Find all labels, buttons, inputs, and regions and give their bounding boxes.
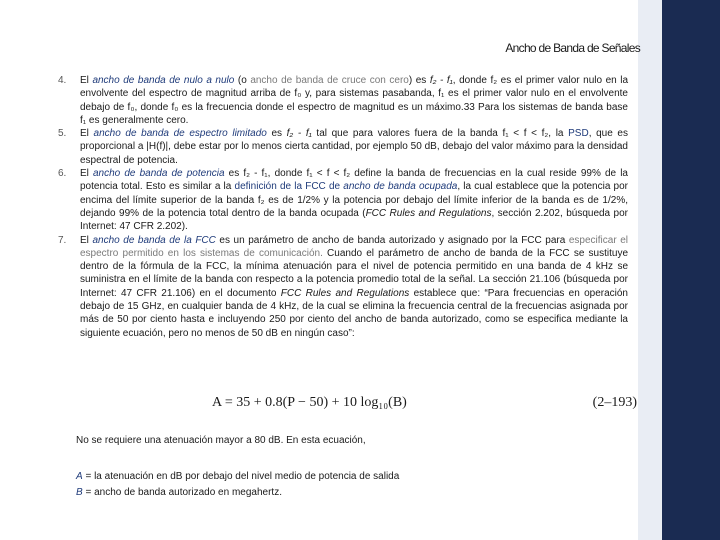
term: ancho de banda de potencia	[93, 168, 225, 180]
list-item-4	[58, 74, 628, 127]
list-item-6	[58, 167, 628, 233]
item-text: El ancho de banda de nulo a nulo (o ancho de banda de cruce con cero) es f₂ - f₁, donde f₂ es el primer valor nulo en la envolvente del espectro de magnitud arriba de f₀ y, para sistemas pasabanda, f₁ es el primer valor nulo en el envolvente debajo de f₀, donde f₀ es la frecuencia donde el espectro de magnitud es un máximo.33 Para los sistemas de banda base f₁ es generalmente cero.	[80, 75, 629, 126]
psd-term: PSD	[568, 128, 589, 140]
note-attenuation-limit: No se requiere una atenuación mayor a 80 dB. En esta ecuación,	[76, 435, 366, 446]
term: ancho de banda de nulo a nulo	[92, 75, 235, 86]
term-occupied: ancho de banda ocupada	[343, 181, 458, 193]
reference: FCC Rules and Regulations	[365, 207, 492, 219]
item-number: 4.	[58, 75, 67, 86]
grey-phrase: especificar el espectro permitido en los sistemas de comunicación.	[80, 234, 629, 259]
slide-title: Ancho de Banda de Señales	[505, 41, 640, 55]
term: ancho de banda de espectro limitado	[93, 128, 267, 140]
item-number: 7.	[58, 234, 67, 246]
reference: FCC Rules and Regulations	[280, 287, 410, 299]
list-item-5	[58, 127, 628, 167]
term-alias: ancho de banda de cruce con cero	[250, 75, 409, 86]
formula	[212, 393, 637, 415]
item-text: El ancho de banda de la FCC es un parámetro de ancho de banda autorizado y asignado por la FCC para especificar el espectro permitido en los sistemas de comunicación. Cuando el parámetro de ancho de banda de la FCC se sustituye dentro de la fórmula de la FCC, la mínima atenuación para el nivel de potencia permitido en una banda de 4 kHz se suministra en el límite de la banda con respecto a la potencia promedio total de la señal. La sección 21.106 (búsqueda por Internet: 47 CFR 21.106) en el documento FCC Rules and Regulations establece que: “Para frecuencias en operación debajo de 15 GHz, en cualquier banda de 4 kHz, de la cual se elimina la frecuencia central de la frecuencias asignada por más de 50 por ciento hasta e incluyendo 250 por ciento del ancho de banda autorizado, como se especifica mediante la siguiente ecuación, pero no menos de 50 dB en ningún caso”:	[80, 234, 629, 339]
formula-number: (2–193)	[592, 395, 637, 410]
fcc-definition: definición de la FCC de	[234, 181, 341, 193]
note-b-definition: B = ancho de banda autorizado en megahertz.	[76, 487, 282, 498]
formula-equation: A = 35 + 0.8(P − 50) + 10 log₁₀(B)	[212, 395, 407, 410]
item-number: 6.	[58, 168, 67, 180]
item-text: El ancho de banda de potencia es f₂ - f₁, donde f₁ < f < f₂ define la banda de frecuencias en la cual reside 99% de la potencia total. Esto es similar a la definición de la FCC de ancho de banda ocupada, la cual establece que la potencia por encima del límite superior de la banda f₂ es de 1/2% y la potencia por debajo del límite inferior de la banda es de 1/2%, dejando 99% de la potencia total dentro de la banda ocupada (FCC Rules and Regulations, sección 2.202, búsqueda por Internet: 47 CFR 2.202).	[80, 168, 629, 233]
list-item-7	[58, 234, 628, 340]
numbered-list	[58, 74, 628, 340]
var-b: B	[76, 487, 83, 498]
note-a-definition: A = la atenuación en dB por debajo del nivel medio de potencia de salida	[76, 471, 400, 482]
sidebar-bar	[662, 0, 720, 540]
item-number: 5.	[58, 128, 67, 140]
var-a: A	[76, 471, 83, 482]
term: ancho de banda de la FCC	[92, 234, 216, 246]
item-text: El ancho de banda de espectro limitado es f₂ - f₁ tal que para valores fuera de la banda f₁ < f < f₂, la PSD, que es proporcional a |H(f)|, debe estar por lo menos cierta cantidad, por ejemplo 50 dB, debajo del valor máximo para la densidad espectral de potencia.	[80, 128, 628, 166]
